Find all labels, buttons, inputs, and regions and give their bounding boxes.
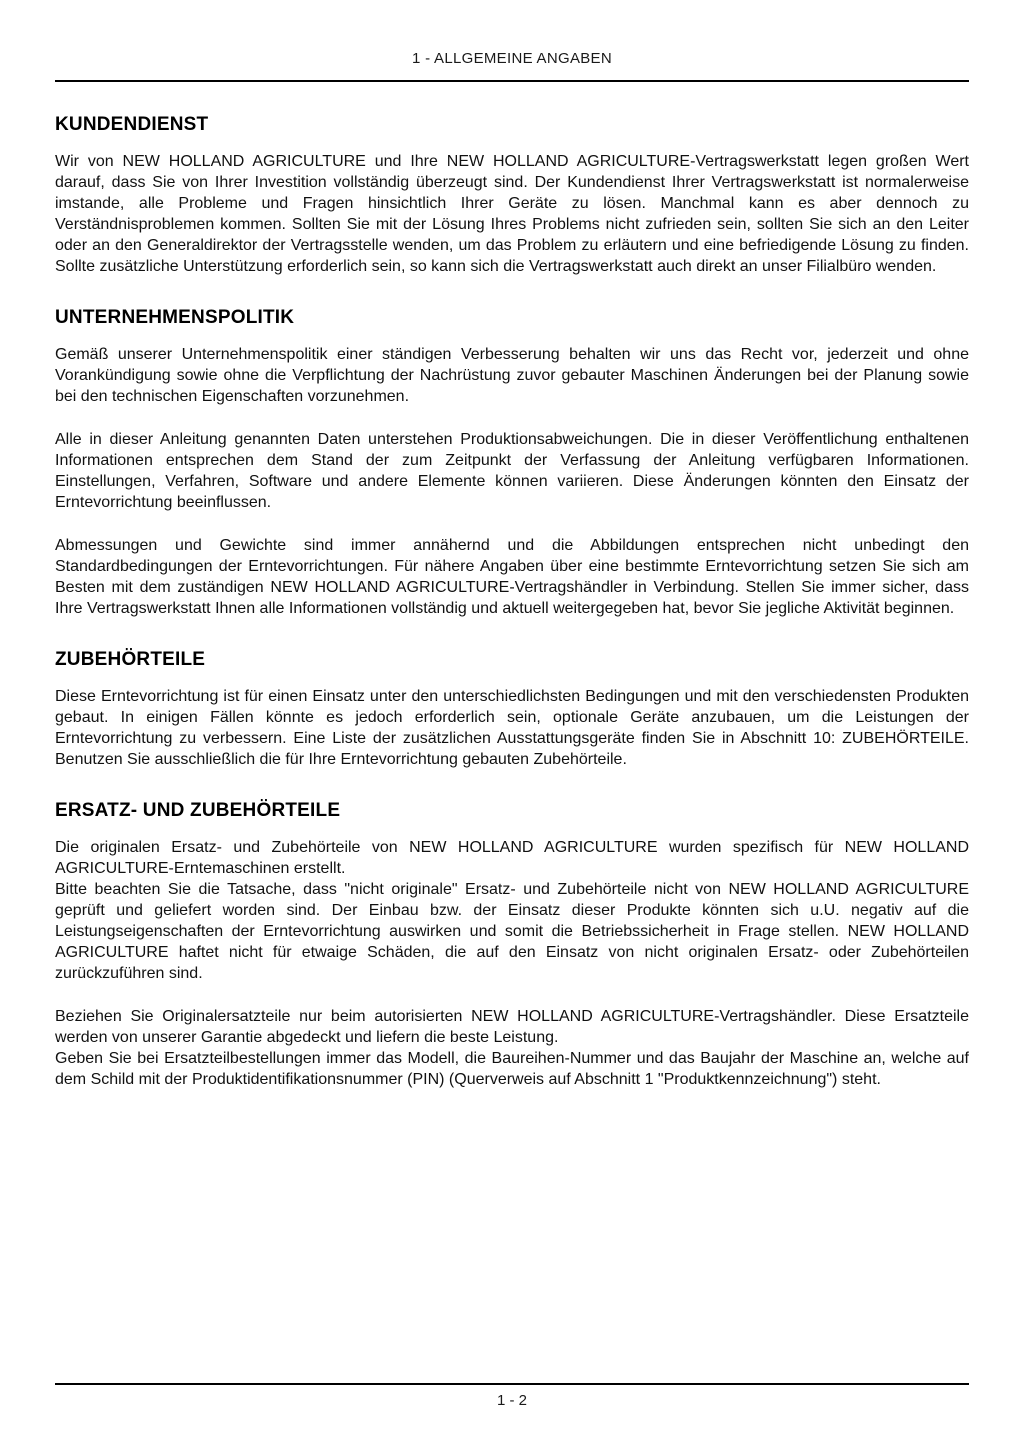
paragraph: Wir von NEW HOLLAND AGRICULTURE und Ihre NEW HOLLAND AGRICULTURE-Vertragswerkstatt legen großen Wert darauf, dass Sie von Ihrer Investition vollständig überzeugt sind. Der Kundendienst Ihrer Vertragswerkstatt ist normalerweise imstande, alle Probleme und Fragen hinsichtlich Ihrer Geräte zu lösen. Manchmal kann es aber dennoch zu Verständnisproblemen kommen. Sollten Sie mit der Lösung Ihres Problems nicht zufrieden sein, sollten Sie sich an den Leiter oder an den Generaldirektor der Vertragsstelle wenden, um das Problem zu erläutern und eine befriedigende Lösung zu finden. Sollte zusätzliche Unterstützung erforderlich sein, so kann sich die Vertragswerkstatt auch direkt an unser Filialbüro wenden. bbox=[55, 153, 969, 275]
page-footer bbox=[55, 1383, 969, 1409]
section-unternehmenspolitik bbox=[55, 307, 969, 619]
section-heading: UNTERNEHMENSPOLITIK bbox=[55, 307, 295, 328]
paragraph: Geben Sie bei Ersatzteilbestellungen immer das Modell, die Baureihen-Nummer und das Baujahr der Maschine an, welche auf dem Schild mit der Produktidentifikationsnummer (PIN) (Querverweis auf Abschnitt 1 "Produktkennzeichnung") steht. bbox=[55, 1050, 969, 1088]
section-kundendienst bbox=[55, 114, 969, 277]
page-header bbox=[55, 50, 969, 82]
paragraph: Alle in dieser Anleitung genannten Daten unterstehen Produktionsabweichungen. Die in dieser Veröffentlichung enthaltenen Informationen entsprechen dem Stand der zum Zeitpunkt der Verfassung der Anleitung verfügbaren Informationen. Einstellungen, Verfahren, Software und andere Elemente können variieren. Diese Änderungen könnten den Einsatz der Erntevorrichtung beeinflussen. bbox=[55, 431, 969, 511]
section-zubehoerteile bbox=[55, 649, 969, 770]
page-content bbox=[55, 82, 969, 1090]
section-heading: ERSATZ- UND ZUBEHÖRTEILE bbox=[55, 800, 341, 821]
paragraph: Abmessungen und Gewichte sind immer annähernd und die Abbildungen entsprechen nicht unbedingt den Standardbedingungen der Erntevorrichtungen. Für nähere Angaben über eine bestimmte Erntevorrichtung setzen Sie sich am Besten mit dem zuständigen NEW HOLLAND AGRICULTURE-Vertragshändler in Verbindung. Stellen Sie immer sicher, dass Ihre Vertragswerkstatt Ihnen alle Informationen vollständig und aktuell weitergegeben hat, bevor Sie jegliche Aktivität beginnen. bbox=[55, 537, 969, 617]
paragraph: Gemäß unserer Unternehmenspolitik einer ständigen Verbesserung behalten wir uns das Recht vor, jederzeit und ohne Vorankündigung sowie ohne die Verpflichtung der Nachrüstung zuvor gebauter Maschinen Änderungen bei der Planung sowie bei den technischen Eigenschaften vorzunehmen. bbox=[55, 346, 969, 405]
text-block bbox=[55, 151, 969, 277]
text-block bbox=[55, 429, 969, 513]
section-ersatz-und-zubehoerteile bbox=[55, 800, 969, 1090]
text-block bbox=[55, 1006, 969, 1090]
page-header-title: 1 - ALLGEMEINE ANGABEN bbox=[411, 50, 612, 67]
paragraph: Beziehen Sie Originalersatzteile nur beim autorisierten NEW HOLLAND AGRICULTURE-Vertragshändler. Diese Ersatzteile werden von unserer Garantie abgedeckt und liefern die beste Leistung. bbox=[55, 1008, 969, 1046]
text-block bbox=[55, 344, 969, 407]
text-block bbox=[55, 686, 969, 770]
page-number: 1 - 2 bbox=[496, 1392, 527, 1409]
text-block bbox=[55, 837, 969, 984]
section-heading: KUNDENDIENST bbox=[55, 114, 209, 135]
paragraph: Die originalen Ersatz- und Zubehörteile von NEW HOLLAND AGRICULTURE wurden spezifisch für NEW HOLLAND AGRICULTURE-Erntemaschinen erstellt. bbox=[55, 839, 969, 877]
section-heading: ZUBEHÖRTEILE bbox=[55, 649, 206, 670]
paragraph: Bitte beachten Sie die Tatsache, dass "nicht originale" Ersatz- und Zubehörteile nicht von NEW HOLLAND AGRICULTURE geprüft und geliefert worden sind. Der Einbau bzw. der Einsatz dieser Produkte könnten sich u.U. negativ auf die Leistungseigenschaften der Erntevorrichtung auswirken und somit die Betriebssicherheit in Frage stellen. NEW HOLLAND AGRICULTURE haftet nicht für etwaige Schäden, die auf den Einsatz von nicht originalen Ersatz- oder Zubehörteilen zurückzuführen sind. bbox=[55, 881, 969, 982]
text-block bbox=[55, 535, 969, 619]
paragraph: Diese Erntevorrichtung ist für einen Einsatz unter den unterschiedlichsten Bedingungen und mit den verschiedensten Produkten gebaut. In einigen Fällen könnte es jedoch erforderlich sein, optionale Geräte anzubauen, um die Leistungen der Erntevorrichtung zu verbessern. Eine Liste der zusätzlichen Ausstattungsgeräte finden Sie in Abschnitt 10: ZUBEHÖRTEILE. Benutzen Sie ausschließlich die für Ihre Erntevorrichtung gebauten Zubehörteile. bbox=[55, 688, 969, 768]
